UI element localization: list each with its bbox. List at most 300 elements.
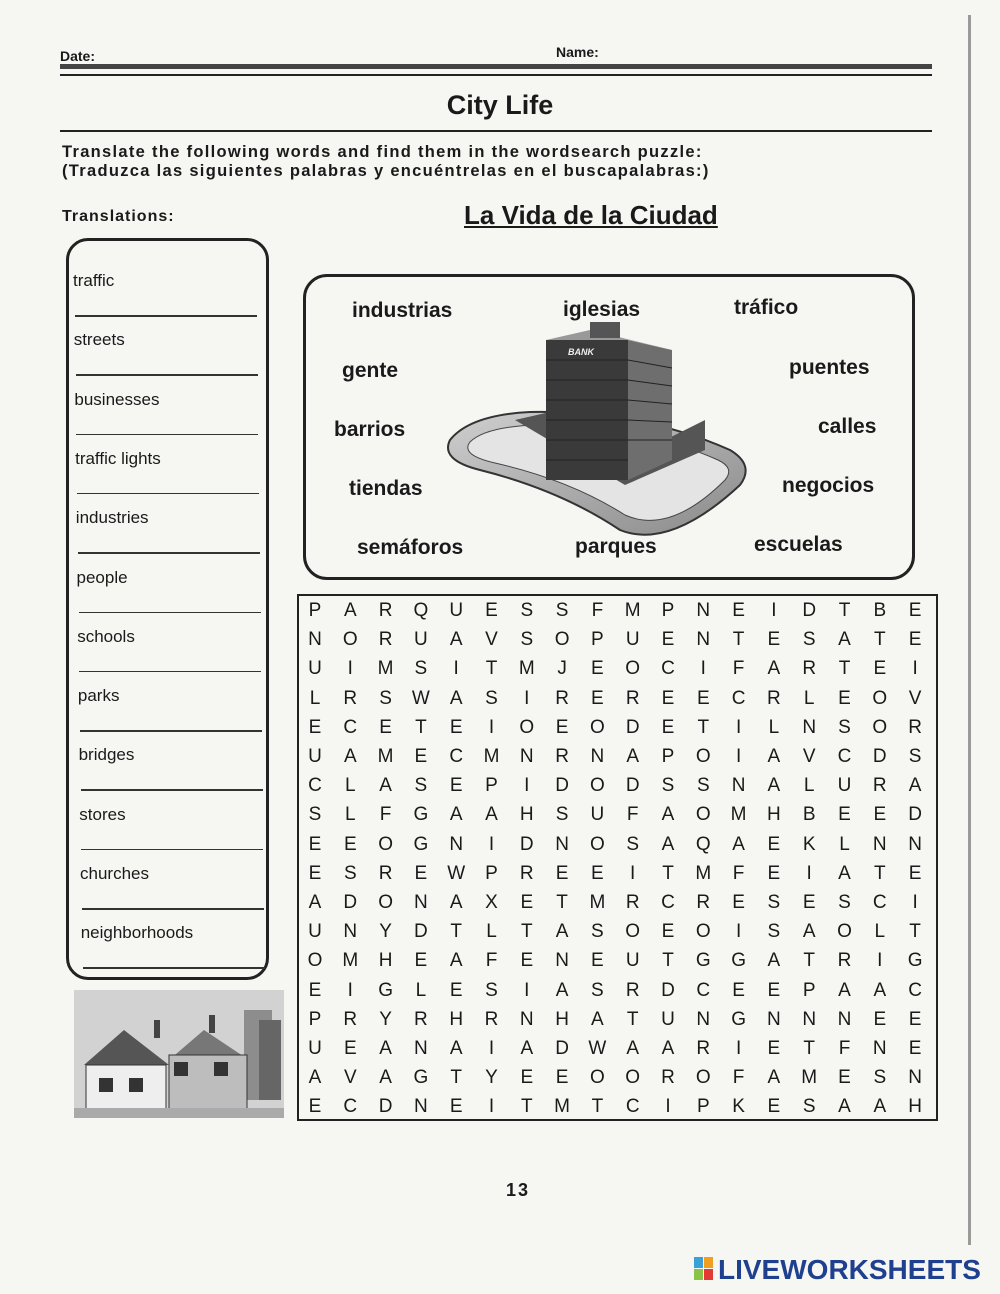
grid-letter[interactable]: S: [591, 979, 604, 1001]
grid-letter[interactable]: L: [874, 921, 886, 943]
grid-letter[interactable]: N: [414, 1096, 428, 1118]
grid-letter[interactable]: N: [343, 921, 358, 943]
grid-letter[interactable]: I: [735, 1038, 742, 1059]
grid-letter[interactable]: S: [908, 746, 922, 767]
grid-letter[interactable]: O: [307, 950, 323, 972]
grid-letter[interactable]: A: [802, 921, 816, 943]
grid-letter[interactable]: C: [308, 775, 322, 797]
grid-letter[interactable]: T: [450, 1067, 462, 1089]
grid-letter[interactable]: E: [449, 1096, 463, 1118]
grid-letter[interactable]: A: [308, 892, 322, 913]
grid-letter[interactable]: L: [345, 804, 356, 826]
grid-letter[interactable]: I: [700, 658, 706, 680]
grid-letter[interactable]: G: [731, 950, 746, 972]
grid-letter[interactable]: E: [308, 979, 322, 1001]
grid-letter[interactable]: T: [556, 892, 568, 913]
grid-letter[interactable]: G: [413, 804, 429, 826]
answer-line[interactable]: [80, 730, 262, 732]
grid-letter[interactable]: U: [308, 921, 322, 943]
grid-letter[interactable]: S: [802, 1096, 816, 1118]
grid-letter[interactable]: A: [555, 979, 569, 1001]
grid-letter[interactable]: O: [872, 687, 888, 709]
grid-letter[interactable]: R: [555, 746, 569, 767]
grid-letter[interactable]: E: [308, 862, 322, 884]
grid-letter[interactable]: I: [665, 1096, 671, 1118]
grid-letter[interactable]: E: [661, 716, 675, 738]
grid-letter[interactable]: T: [520, 1096, 533, 1118]
grid-letter[interactable]: S: [873, 1067, 887, 1089]
grid-letter[interactable]: O: [519, 716, 535, 738]
grid-letter[interactable]: D: [908, 804, 922, 826]
grid-letter[interactable]: G: [413, 1067, 429, 1089]
grid-letter[interactable]: E: [520, 1067, 534, 1089]
grid-letter[interactable]: O: [625, 1067, 641, 1089]
grid-letter[interactable]: I: [488, 1038, 495, 1059]
grid-letter[interactable]: A: [485, 804, 498, 826]
grid-letter[interactable]: S: [485, 687, 498, 709]
grid-letter[interactable]: I: [488, 1096, 495, 1118]
grid-letter[interactable]: N: [802, 716, 817, 738]
grid-letter[interactable]: M: [801, 1067, 818, 1089]
grid-letter[interactable]: F: [732, 658, 745, 680]
grid-letter[interactable]: M: [554, 1096, 570, 1118]
grid-letter[interactable]: L: [415, 979, 427, 1001]
grid-letter[interactable]: P: [661, 600, 675, 621]
grid-letter[interactable]: E: [555, 862, 569, 884]
answer-line[interactable]: [75, 315, 257, 317]
grid-letter[interactable]: A: [908, 775, 922, 797]
grid-letter[interactable]: S: [414, 775, 428, 797]
grid-letter[interactable]: U: [414, 629, 428, 651]
grid-letter[interactable]: B: [802, 804, 816, 826]
grid-letter[interactable]: L: [486, 921, 497, 943]
grid-letter[interactable]: S: [767, 892, 781, 913]
grid-letter[interactable]: I: [771, 600, 777, 621]
grid-letter[interactable]: R: [661, 1067, 675, 1089]
grid-letter[interactable]: E: [555, 716, 569, 738]
grid-letter[interactable]: E: [555, 1067, 569, 1089]
grid-letter[interactable]: A: [661, 1038, 675, 1059]
grid-letter[interactable]: E: [908, 862, 922, 884]
grid-letter[interactable]: O: [590, 716, 605, 738]
grid-letter[interactable]: P: [485, 775, 498, 797]
grid-letter[interactable]: U: [308, 658, 322, 680]
grid-letter[interactable]: N: [449, 833, 464, 855]
grid-letter[interactable]: U: [625, 950, 640, 972]
grid-letter[interactable]: H: [449, 1008, 464, 1030]
grid-letter[interactable]: T: [485, 658, 498, 680]
grid-letter[interactable]: S: [379, 687, 392, 709]
grid-letter[interactable]: O: [872, 716, 888, 738]
grid-letter[interactable]: T: [697, 716, 710, 738]
grid-letter[interactable]: O: [590, 775, 605, 797]
grid-letter[interactable]: R: [802, 658, 817, 680]
grid-letter[interactable]: T: [732, 629, 745, 651]
grid-letter[interactable]: G: [378, 979, 393, 1001]
grid-letter[interactable]: E: [838, 687, 851, 709]
grid-letter[interactable]: R: [414, 1008, 428, 1030]
grid-letter[interactable]: A: [838, 979, 851, 1001]
grid-letter[interactable]: A: [873, 1096, 887, 1118]
answer-line[interactable]: [79, 671, 261, 673]
grid-letter[interactable]: S: [520, 600, 534, 621]
grid-letter[interactable]: O: [590, 1067, 605, 1089]
answer-line[interactable]: [81, 789, 263, 791]
grid-letter[interactable]: A: [591, 1008, 604, 1030]
grid-letter[interactable]: G: [907, 950, 923, 972]
grid-letter[interactable]: R: [519, 862, 534, 884]
grid-letter[interactable]: D: [661, 979, 675, 1001]
grid-letter[interactable]: E: [591, 658, 604, 680]
grid-letter[interactable]: C: [908, 979, 922, 1001]
grid-letter[interactable]: R: [378, 629, 393, 651]
grid-letter[interactable]: A: [379, 1067, 392, 1089]
grid-letter[interactable]: P: [485, 862, 498, 884]
grid-letter[interactable]: S: [520, 629, 534, 651]
grid-letter[interactable]: A: [449, 804, 463, 826]
grid-letter[interactable]: A: [661, 804, 675, 826]
grid-letter[interactable]: D: [343, 892, 358, 913]
grid-letter[interactable]: I: [806, 862, 812, 884]
grid-letter[interactable]: Y: [379, 1008, 392, 1030]
grid-letter[interactable]: U: [837, 775, 852, 797]
grid-letter[interactable]: R: [378, 600, 393, 621]
grid-letter[interactable]: I: [912, 892, 918, 913]
grid-letter[interactable]: O: [837, 921, 852, 943]
grid-letter[interactable]: E: [661, 687, 675, 709]
grid-letter[interactable]: E: [308, 1096, 322, 1118]
grid-letter[interactable]: E: [449, 775, 463, 797]
grid-letter[interactable]: L: [803, 775, 815, 797]
grid-letter[interactable]: G: [413, 833, 429, 855]
grid-letter[interactable]: D: [625, 775, 640, 797]
grid-letter[interactable]: O: [695, 1067, 711, 1089]
grid-letter[interactable]: H: [519, 804, 534, 826]
grid-letter[interactable]: L: [345, 775, 356, 797]
grid-letter[interactable]: I: [877, 950, 883, 972]
grid-letter[interactable]: S: [696, 775, 710, 797]
grid-letter[interactable]: M: [624, 600, 641, 621]
grid-letter[interactable]: E: [414, 862, 428, 884]
grid-letter[interactable]: T: [626, 1008, 639, 1030]
grid-letter[interactable]: E: [485, 600, 498, 621]
grid-letter[interactable]: R: [555, 687, 569, 709]
grid-letter[interactable]: M: [377, 746, 394, 767]
grid-letter[interactable]: N: [414, 892, 428, 913]
grid-letter[interactable]: O: [342, 629, 358, 651]
answer-line[interactable]: [77, 493, 259, 495]
answer-line[interactable]: [79, 612, 261, 614]
grid-letter[interactable]: E: [767, 833, 781, 855]
grid-letter[interactable]: T: [415, 716, 427, 738]
grid-letter[interactable]: F: [591, 600, 604, 621]
grid-letter[interactable]: G: [695, 950, 711, 972]
grid-letter[interactable]: K: [732, 1096, 745, 1118]
grid-letter[interactable]: M: [377, 658, 394, 680]
grid-letter[interactable]: J: [557, 658, 567, 680]
grid-letter[interactable]: R: [908, 716, 922, 738]
grid-letter[interactable]: S: [485, 979, 498, 1001]
grid-letter[interactable]: R: [378, 862, 393, 884]
grid-letter[interactable]: M: [342, 950, 359, 972]
grid-letter[interactable]: N: [555, 950, 569, 972]
grid-letter[interactable]: D: [625, 716, 640, 738]
grid-letter[interactable]: A: [838, 629, 851, 651]
grid-letter[interactable]: S: [591, 921, 604, 943]
grid-letter[interactable]: S: [414, 658, 428, 680]
grid-letter[interactable]: E: [696, 687, 710, 709]
grid-letter[interactable]: A: [520, 1038, 534, 1059]
grid-letter[interactable]: R: [625, 979, 640, 1001]
grid-letter[interactable]: C: [661, 658, 675, 680]
grid-letter[interactable]: E: [661, 921, 675, 943]
grid-letter[interactable]: U: [449, 600, 464, 621]
grid-letter[interactable]: S: [343, 862, 357, 884]
grid-letter[interactable]: I: [524, 687, 530, 709]
grid-letter[interactable]: F: [379, 804, 392, 826]
grid-letter[interactable]: C: [661, 892, 675, 913]
grid-letter[interactable]: H: [908, 1096, 922, 1118]
grid-letter[interactable]: N: [908, 1067, 922, 1089]
grid-letter[interactable]: E: [308, 716, 322, 738]
grid-letter[interactable]: D: [378, 1096, 393, 1118]
grid-letter[interactable]: U: [661, 1008, 675, 1030]
grid-letter[interactable]: D: [414, 921, 428, 943]
grid-letter[interactable]: R: [625, 892, 640, 913]
answer-line[interactable]: [82, 908, 264, 910]
grid-letter[interactable]: A: [449, 687, 463, 709]
grid-letter[interactable]: E: [838, 804, 851, 826]
grid-letter[interactable]: I: [735, 746, 742, 767]
grid-letter[interactable]: C: [837, 746, 852, 767]
grid-letter[interactable]: L: [768, 716, 780, 738]
grid-letter[interactable]: A: [838, 1096, 851, 1118]
grid-letter[interactable]: E: [343, 1038, 357, 1059]
grid-letter[interactable]: I: [453, 658, 459, 680]
grid-letter[interactable]: D: [802, 600, 817, 621]
grid-letter[interactable]: R: [696, 1038, 711, 1059]
grid-letter[interactable]: C: [731, 687, 746, 709]
grid-letter[interactable]: R: [767, 687, 781, 709]
grid-letter[interactable]: P: [308, 1008, 322, 1030]
grid-letter[interactable]: A: [838, 862, 851, 884]
grid-letter[interactable]: N: [731, 775, 746, 797]
grid-letter[interactable]: A: [767, 950, 781, 972]
grid-letter[interactable]: S: [802, 629, 816, 651]
grid-letter[interactable]: M: [730, 804, 747, 826]
grid-letter[interactable]: E: [414, 746, 428, 767]
grid-letter[interactable]: T: [662, 862, 674, 884]
grid-letter[interactable]: N: [908, 833, 922, 855]
grid-letter[interactable]: E: [767, 1038, 781, 1059]
grid-letter[interactable]: O: [590, 833, 605, 855]
grid-letter[interactable]: V: [802, 746, 816, 767]
grid-letter[interactable]: R: [696, 892, 711, 913]
grid-letter[interactable]: T: [909, 921, 921, 943]
answer-line[interactable]: [78, 552, 260, 554]
grid-letter[interactable]: Y: [379, 921, 392, 943]
grid-letter[interactable]: F: [732, 1067, 745, 1089]
grid-letter[interactable]: V: [343, 1067, 357, 1089]
grid-letter[interactable]: C: [343, 1096, 358, 1118]
grid-letter[interactable]: T: [803, 1038, 815, 1059]
grid-letter[interactable]: N: [802, 1008, 817, 1030]
grid-letter[interactable]: N: [696, 629, 711, 651]
grid-letter[interactable]: S: [626, 833, 640, 855]
grid-letter[interactable]: T: [520, 921, 533, 943]
grid-letter[interactable]: O: [378, 892, 393, 913]
grid-letter[interactable]: S: [838, 892, 851, 913]
grid-letter[interactable]: D: [555, 775, 569, 797]
grid-letter[interactable]: A: [449, 629, 463, 651]
grid-letter[interactable]: H: [767, 804, 781, 826]
grid-letter[interactable]: E: [908, 600, 922, 621]
grid-letter[interactable]: E: [308, 833, 322, 855]
grid-letter[interactable]: L: [309, 687, 321, 709]
grid-letter[interactable]: K: [802, 833, 816, 855]
grid-letter[interactable]: E: [767, 862, 781, 884]
grid-letter[interactable]: O: [695, 921, 711, 943]
grid-letter[interactable]: E: [767, 1096, 781, 1118]
grid-letter[interactable]: L: [839, 833, 850, 855]
grid-letter[interactable]: A: [449, 950, 463, 972]
answer-line[interactable]: [83, 967, 265, 969]
grid-letter[interactable]: N: [414, 1038, 428, 1059]
grid-letter[interactable]: O: [695, 804, 711, 826]
grid-letter[interactable]: I: [735, 716, 742, 738]
grid-letter[interactable]: E: [343, 833, 357, 855]
grid-letter[interactable]: E: [873, 1008, 887, 1030]
answer-line[interactable]: [76, 434, 258, 436]
grid-letter[interactable]: L: [803, 687, 815, 709]
grid-letter[interactable]: E: [379, 716, 392, 738]
grid-letter[interactable]: E: [873, 804, 887, 826]
grid-letter[interactable]: W: [588, 1038, 607, 1059]
grid-letter[interactable]: F: [732, 862, 745, 884]
grid-letter[interactable]: O: [378, 833, 393, 855]
grid-letter[interactable]: S: [767, 921, 781, 943]
grid-letter[interactable]: O: [625, 921, 641, 943]
grid-letter[interactable]: E: [591, 950, 604, 972]
grid-letter[interactable]: T: [873, 629, 886, 651]
grid-letter[interactable]: I: [488, 833, 495, 855]
grid-letter[interactable]: D: [519, 833, 534, 855]
grid-letter[interactable]: A: [873, 979, 887, 1001]
grid-letter[interactable]: X: [485, 892, 498, 913]
grid-letter[interactable]: A: [767, 746, 781, 767]
grid-letter[interactable]: B: [873, 600, 887, 621]
grid-letter[interactable]: I: [488, 716, 495, 738]
grid-letter[interactable]: I: [735, 921, 742, 943]
grid-letter[interactable]: I: [524, 775, 530, 797]
grid-letter[interactable]: D: [872, 746, 887, 767]
grid-letter[interactable]: T: [838, 658, 851, 680]
grid-letter[interactable]: N: [872, 833, 887, 855]
grid-letter[interactable]: Q: [695, 833, 711, 855]
grid-letter[interactable]: H: [378, 950, 393, 972]
grid-letter[interactable]: N: [590, 746, 605, 767]
grid-letter[interactable]: A: [732, 833, 745, 855]
grid-letter[interactable]: D: [555, 1038, 569, 1059]
grid-letter[interactable]: R: [343, 687, 358, 709]
grid-letter[interactable]: N: [696, 600, 711, 621]
grid-letter[interactable]: U: [625, 629, 640, 651]
grid-letter[interactable]: O: [625, 658, 641, 680]
grid-letter[interactable]: T: [450, 921, 462, 943]
grid-letter[interactable]: R: [625, 687, 640, 709]
grid-letter[interactable]: A: [343, 600, 357, 621]
grid-letter[interactable]: A: [767, 658, 781, 680]
grid-letter[interactable]: A: [449, 892, 463, 913]
grid-letter[interactable]: Y: [485, 1067, 498, 1089]
grid-letter[interactable]: C: [872, 892, 887, 913]
grid-letter[interactable]: E: [591, 687, 604, 709]
grid-letter[interactable]: E: [802, 892, 816, 913]
grid-letter[interactable]: W: [447, 862, 466, 884]
grid-letter[interactable]: T: [803, 950, 815, 972]
grid-letter[interactable]: A: [626, 1038, 640, 1059]
grid-letter[interactable]: E: [767, 629, 781, 651]
grid-letter[interactable]: P: [802, 979, 816, 1001]
grid-letter[interactable]: E: [520, 950, 534, 972]
grid-letter[interactable]: S: [838, 716, 851, 738]
grid-letter[interactable]: A: [343, 746, 357, 767]
grid-letter[interactable]: I: [630, 862, 636, 884]
grid-letter[interactable]: I: [912, 658, 918, 680]
grid-letter[interactable]: E: [732, 979, 745, 1001]
grid-letter[interactable]: E: [414, 950, 428, 972]
grid-letter[interactable]: R: [872, 775, 887, 797]
grid-letter[interactable]: F: [485, 950, 498, 972]
grid-letter[interactable]: U: [308, 746, 322, 767]
grid-letter[interactable]: H: [555, 1008, 569, 1030]
grid-letter[interactable]: F: [838, 1038, 851, 1059]
grid-letter[interactable]: E: [908, 1038, 922, 1059]
grid-letter[interactable]: A: [379, 775, 392, 797]
grid-letter[interactable]: A: [661, 833, 675, 855]
answer-line[interactable]: [81, 849, 263, 851]
grid-letter[interactable]: O: [695, 746, 711, 767]
grid-letter[interactable]: N: [308, 629, 322, 651]
grid-letter[interactable]: A: [626, 746, 640, 767]
grid-letter[interactable]: V: [908, 687, 922, 709]
grid-letter[interactable]: A: [555, 921, 569, 943]
grid-letter[interactable]: E: [767, 979, 781, 1001]
grid-letter[interactable]: A: [308, 1067, 322, 1089]
grid-letter[interactable]: N: [519, 1008, 534, 1030]
grid-letter[interactable]: T: [591, 1096, 604, 1118]
grid-letter[interactable]: S: [308, 804, 322, 826]
grid-letter[interactable]: A: [449, 1038, 463, 1059]
grid-letter[interactable]: C: [696, 979, 711, 1001]
grid-letter[interactable]: T: [873, 862, 886, 884]
grid-letter[interactable]: E: [838, 1067, 851, 1089]
grid-letter[interactable]: G: [731, 1008, 746, 1030]
grid-letter[interactable]: E: [908, 629, 922, 651]
grid-letter[interactable]: E: [449, 716, 463, 738]
grid-letter[interactable]: S: [661, 775, 675, 797]
grid-letter[interactable]: A: [379, 1038, 392, 1059]
grid-letter[interactable]: P: [661, 746, 675, 767]
grid-letter[interactable]: W: [411, 687, 430, 709]
grid-letter[interactable]: E: [732, 600, 745, 621]
grid-letter[interactable]: C: [449, 746, 464, 767]
grid-letter[interactable]: S: [555, 804, 569, 826]
grid-letter[interactable]: A: [767, 775, 781, 797]
grid-letter[interactable]: E: [661, 629, 675, 651]
grid-letter[interactable]: O: [554, 629, 570, 651]
grid-letter[interactable]: M: [483, 746, 500, 767]
